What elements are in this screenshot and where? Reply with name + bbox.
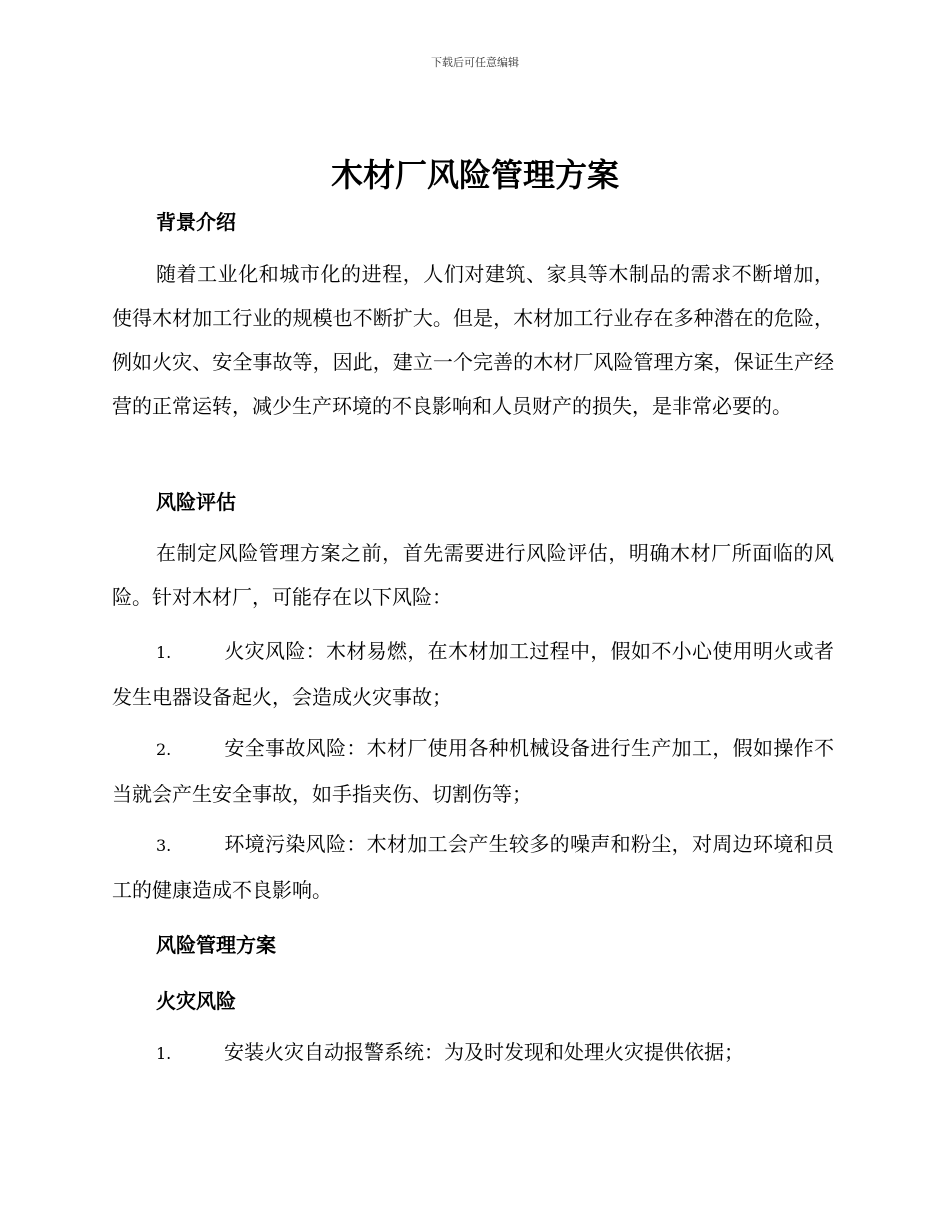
risk-assessment-paragraph: 在制定风险管理方案之前，首先需要进行风险评估，明确木材厂所面临的风险。针对木材厂，可能存在以下风险： (112, 541, 834, 609)
list-item-text: 安装火灾自动报警系统：为及时发现和处理火灾提供依据； (224, 1040, 744, 1064)
list-item-number: 1. (156, 643, 172, 662)
list-item-number: 1. (156, 1044, 172, 1063)
section-heading-background: 背景介绍 (156, 210, 236, 234)
list-item (112, 822, 834, 912)
list-item (112, 629, 834, 719)
list-item-text: 火灾风险：木材易燃，在木材加工过程中，假如不小心使用明火或者发生电器设备起火，会造成火灾事故； (112, 639, 834, 709)
list-item-number: 2. (156, 740, 172, 759)
document-title: 木材厂风险管理方案 (330, 156, 619, 194)
list-item (112, 1030, 834, 1076)
background-paragraph: 随着工业化和城市化的进程，人们对建筑、家具等木制品的需求不断增加，使得木材加工行业的规模也不断扩大。但是，木材加工行业存在多种潜在的危险，例如火灾、安全事故等，因此，建立一个完善的木材厂风险管理方案，保证生产经营的正常运转，减少生产环境的不良影响和人员财产的损失，是非常必要的。 (112, 262, 834, 418)
list-item (112, 726, 834, 816)
section-heading-risk-assessment: 风险评估 (156, 490, 236, 514)
list-item-text: 环境污染风险：木材加工会产生较多的噪声和粉尘，对周边环境和员工的健康造成不良影响。 (112, 832, 834, 902)
subsection-heading-fire-risk: 火灾风险 (156, 989, 236, 1013)
section-heading-risk-management-plan: 风险管理方案 (156, 933, 276, 957)
list-item-text: 安全事故风险：木材厂使用各种机械设备进行生产加工，假如操作不当就会产生安全事故，如手指夹伤、切割伤等； (112, 736, 834, 806)
page-header-note: 下载后可任意编辑 (431, 56, 519, 69)
list-item-number: 3. (156, 836, 172, 855)
